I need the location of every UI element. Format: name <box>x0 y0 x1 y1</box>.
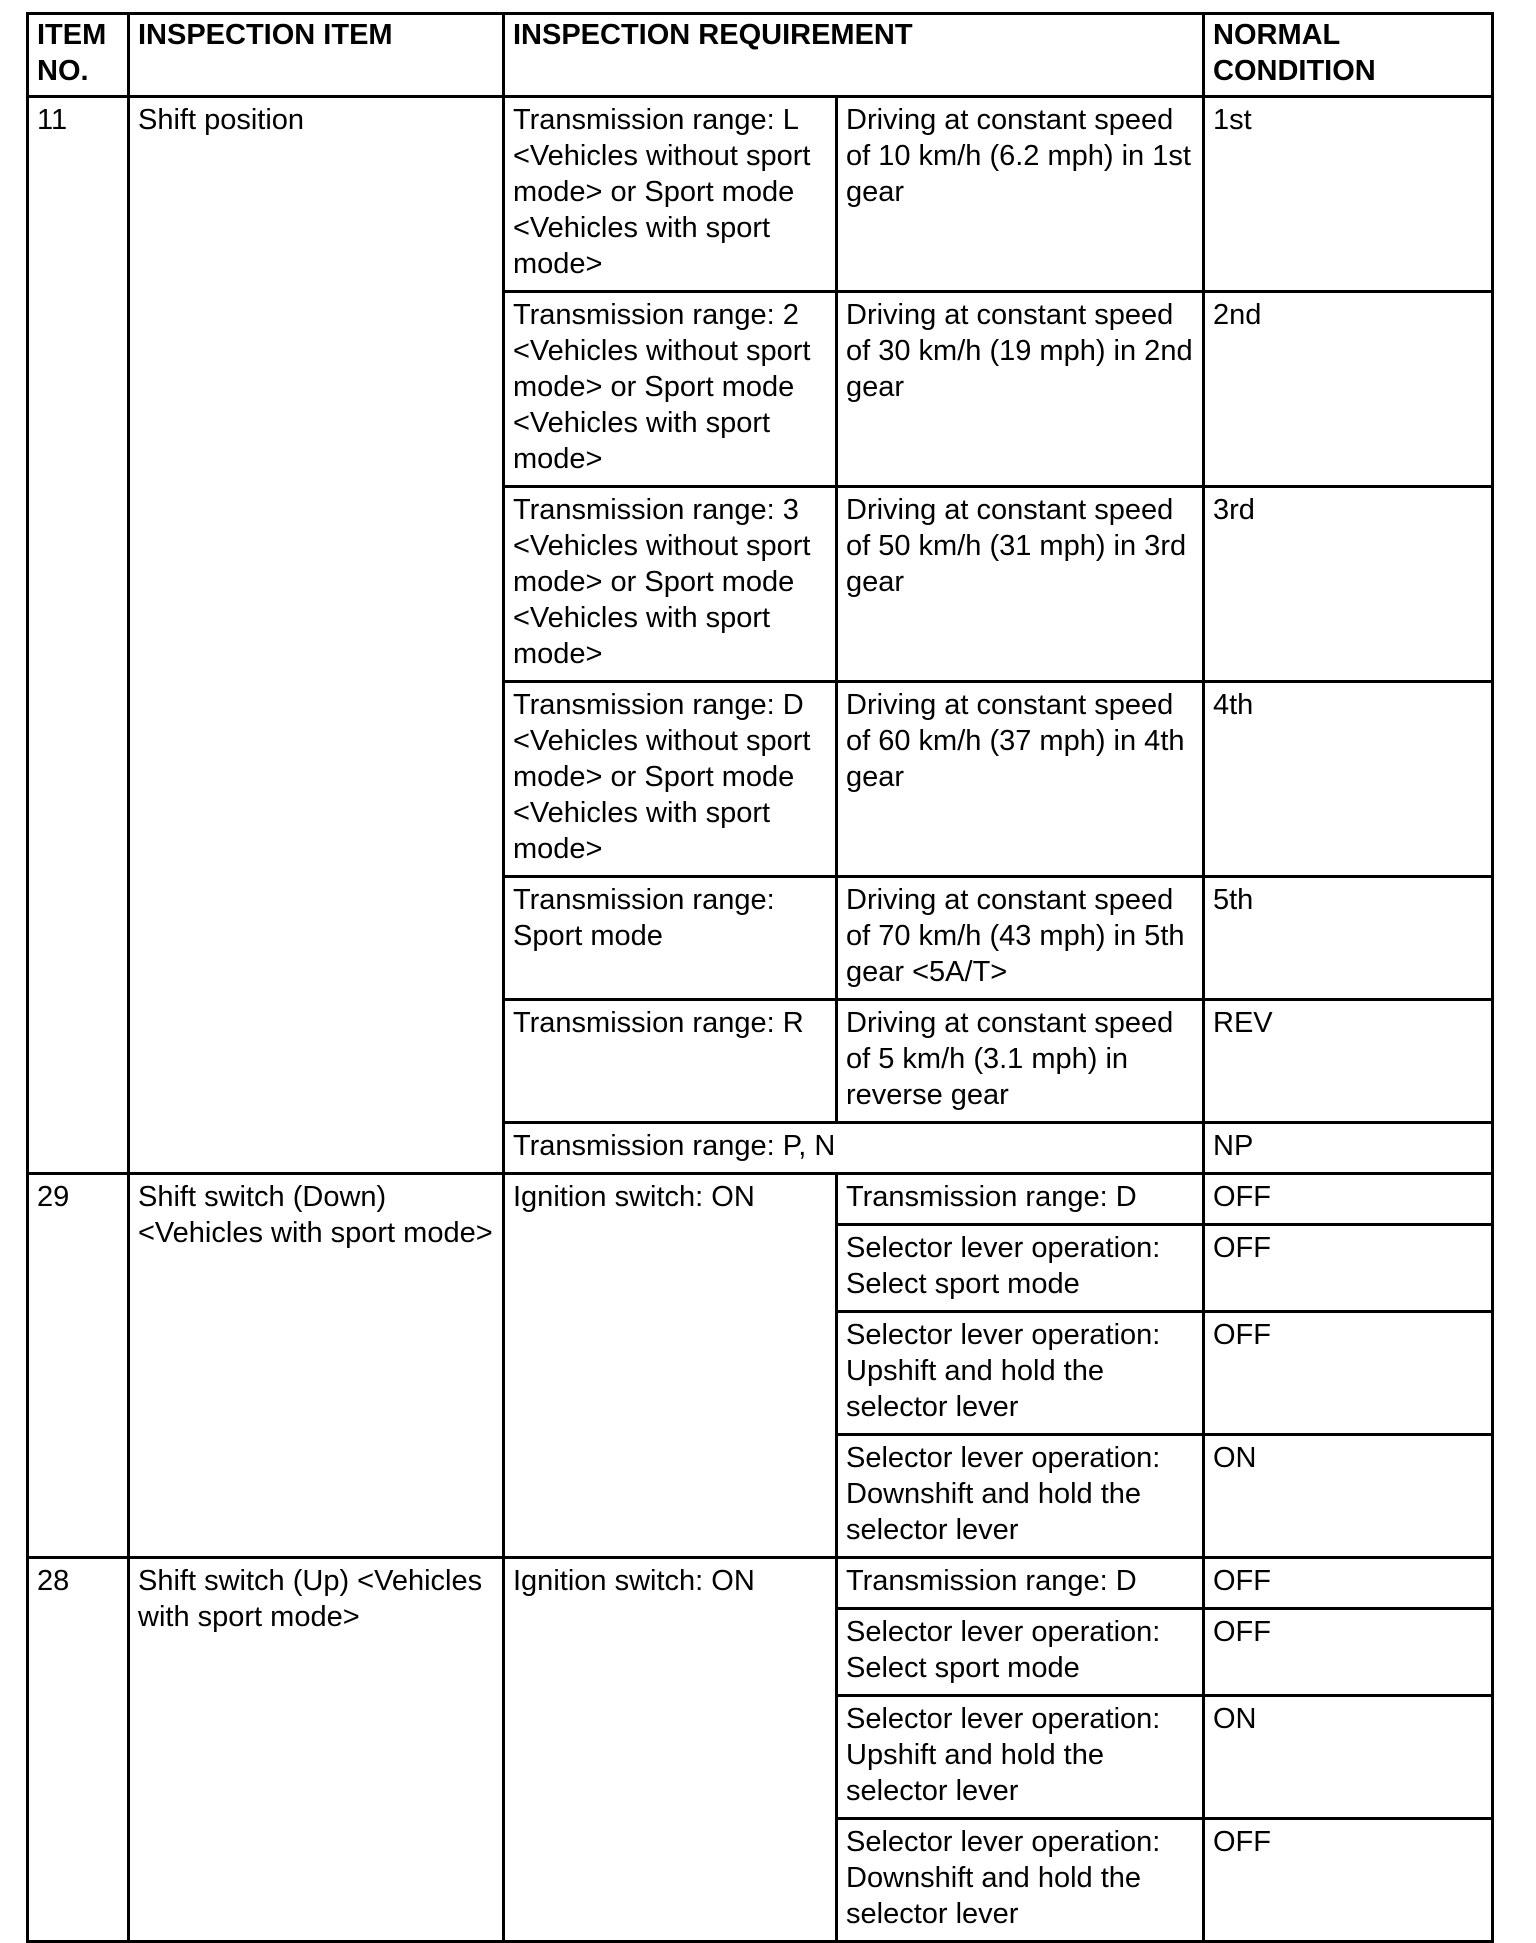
condition-cell: Selector lever operation: Select sport mode <box>837 1225 1204 1312</box>
condition-cell: Driving at constant speed of 70 km/h (43 mph) in 5th gear <5A/T> <box>837 877 1204 1000</box>
condition-cell: Selector lever operation: Upshift and hold the selector lever <box>837 1312 1204 1435</box>
condition-cell: Driving at constant speed of 30 km/h (19 mph) in 2nd gear <box>837 292 1204 487</box>
requirement-cell: Ignition switch: ON <box>504 1174 837 1558</box>
normal-condition-cell: 3rd <box>1204 487 1493 682</box>
requirement-cell: Transmission range: D <Vehicles without sport mode> or Sport mode <Vehicles with sport mode> <box>504 682 837 877</box>
requirement-cell: Transmission range: 3 <Vehicles without sport mode> or Sport mode <Vehicles with sport mode> <box>504 487 837 682</box>
normal-condition-cell: OFF <box>1204 1312 1493 1435</box>
inspection-item-cell: Shift switch (Up) <Vehicles with sport mode> <box>129 1558 504 1942</box>
condition-cell: Driving at constant speed of 60 km/h (37 mph) in 4th gear <box>837 682 1204 877</box>
requirement-cell: Transmission range: Sport mode <box>504 877 837 1000</box>
inspection-item-cell: Shift position <box>129 97 504 1174</box>
normal-condition-cell: ON <box>1204 1696 1493 1819</box>
condition-cell: Driving at constant speed of 5 km/h (3.1 mph) in reverse gear <box>837 1000 1204 1123</box>
normal-condition-cell: OFF <box>1204 1225 1493 1312</box>
normal-condition-cell: NP <box>1204 1123 1493 1174</box>
inspection-item-cell: Shift switch (Down) <Vehicles with sport mode> <box>129 1174 504 1558</box>
condition-cell: Transmission range: D <box>837 1174 1204 1225</box>
header-inspection-item: INSPECTION ITEM <box>129 14 504 97</box>
condition-cell: Driving at constant speed of 50 km/h (31 mph) in 3rd gear <box>837 487 1204 682</box>
condition-cell: Driving at constant speed of 10 km/h (6.2 mph) in 1st gear <box>837 97 1204 292</box>
item-no-cell: 29 <box>28 1174 129 1558</box>
normal-condition-cell: OFF <box>1204 1819 1493 1942</box>
condition-cell: Selector lever operation: Upshift and hold the selector lever <box>837 1696 1204 1819</box>
item-no-cell: 28 <box>28 1558 129 1942</box>
item-no-cell: 11 <box>28 97 129 1174</box>
normal-condition-cell: 2nd <box>1204 292 1493 487</box>
requirement-cell: Transmission range: R <box>504 1000 837 1123</box>
condition-cell: Transmission range: D <box>837 1558 1204 1609</box>
normal-condition-cell: REV <box>1204 1000 1493 1123</box>
condition-cell: Selector lever operation: Downshift and hold the selector lever <box>837 1819 1204 1942</box>
condition-cell: Selector lever operation: Downshift and hold the selector lever <box>837 1435 1204 1558</box>
inspection-table <box>26 12 1494 1943</box>
table-row <box>28 1174 1493 1225</box>
normal-condition-cell: 1st <box>1204 97 1493 292</box>
requirement-cell: Transmission range: L <Vehicles without sport mode> or Sport mode <Vehicles with sport mode> <box>504 97 837 292</box>
table-row <box>28 97 1493 292</box>
requirement-cell: Transmission range: P, N <box>504 1123 1204 1174</box>
condition-cell: Selector lever operation: Select sport mode <box>837 1609 1204 1696</box>
normal-condition-cell: 5th <box>1204 877 1493 1000</box>
normal-condition-cell: OFF <box>1204 1558 1493 1609</box>
requirement-cell: Transmission range: 2 <Vehicles without sport mode> or Sport mode <Vehicles with sport mode> <box>504 292 837 487</box>
normal-condition-cell: OFF <box>1204 1174 1493 1225</box>
normal-condition-cell: ON <box>1204 1435 1493 1558</box>
table-row <box>28 1558 1493 1609</box>
header-normal-condition: NORMAL CONDITION <box>1204 14 1493 97</box>
header-item-no: ITEM NO. <box>28 14 129 97</box>
header-row <box>28 14 1493 97</box>
header-inspection-requirement: INSPECTION REQUIREMENT <box>504 14 1204 97</box>
normal-condition-cell: 4th <box>1204 682 1493 877</box>
requirement-cell: Ignition switch: ON <box>504 1558 837 1942</box>
normal-condition-cell: OFF <box>1204 1609 1493 1696</box>
